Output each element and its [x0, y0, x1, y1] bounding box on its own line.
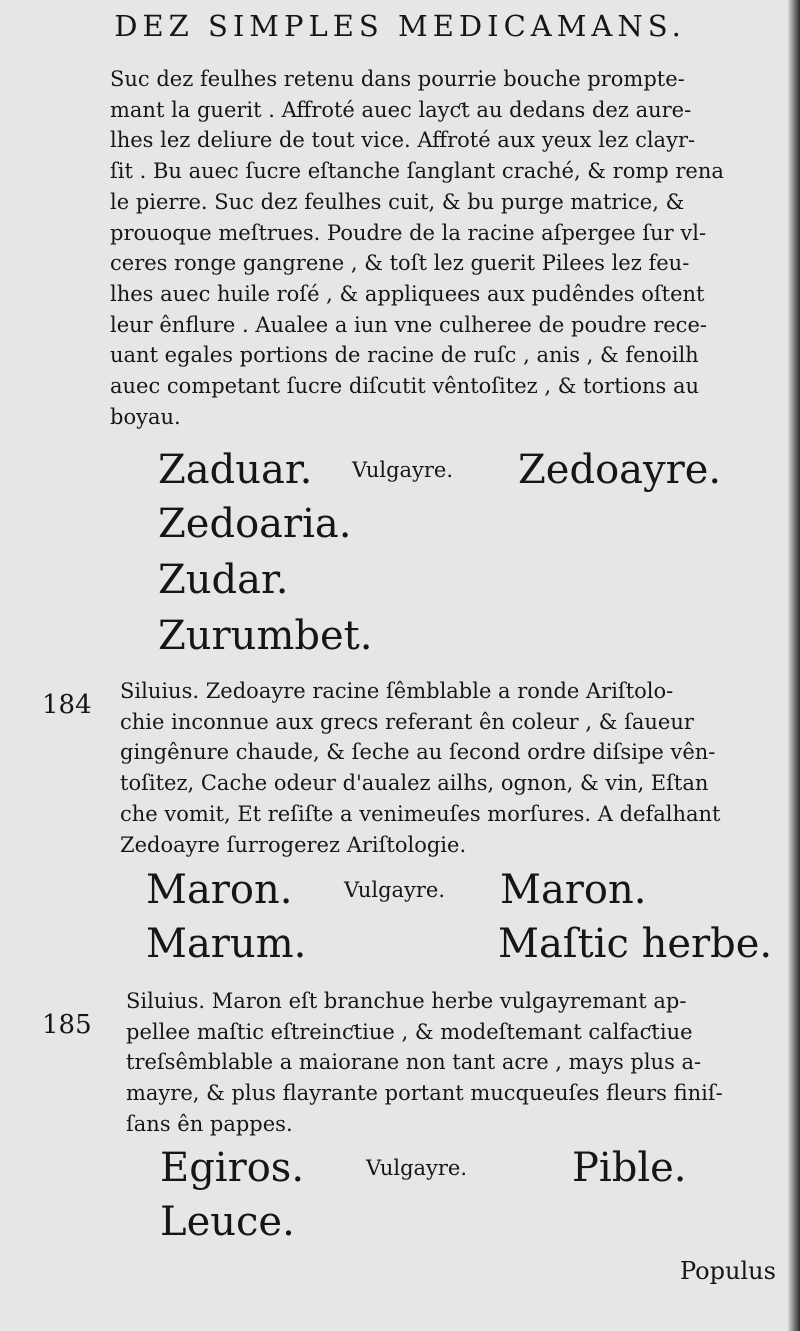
text-line: ſans ên pappes.	[126, 1111, 293, 1136]
name-row	[0, 552, 800, 608]
text-line: pellee maſtic eſtreinƈtiue , & modeſtemant calfaƈtiue	[126, 1019, 693, 1044]
vulgar-name: Zedoayre.	[518, 447, 722, 493]
vulgayre-label: Vulgayre.	[366, 1156, 468, 1180]
vulgar-name: Maron.	[500, 867, 647, 913]
paragraph-section-185	[126, 986, 784, 1140]
text-line: gingênure chaude, & ſeche au ſecond ordre diſsipe vên-	[120, 740, 716, 765]
running-head: DEZ SIMPLES MEDICAMANS.	[114, 9, 686, 43]
paragraph-suc-dez-feulhes	[110, 64, 782, 432]
section-number: 185	[42, 1010, 92, 1040]
text-line: le pierre. Suc dez feulhes cuit, & bu purge matrice, &	[110, 189, 685, 214]
text-line: Siluius. Zedoayre racine ſêmblable a ronde Ariſtolo-	[120, 679, 674, 703]
text-line: Zedoayre ſurrogerez Ariſtologie.	[120, 832, 467, 857]
text-line: leur ênflure . Aualee a iun vne culheree de poudre rece-	[110, 312, 707, 337]
page-edge-shadow	[788, 0, 800, 1331]
name-row	[0, 1140, 800, 1196]
catchword: Populus	[680, 1257, 776, 1285]
text-line: treſsêmblable a maiorane non tant acre , mays plus a-	[126, 1050, 702, 1075]
paragraph-section-184	[120, 676, 784, 860]
text-line: prouoque meſtrues. Poudre de la racine aſpergee ſur vl-	[110, 220, 707, 245]
name-row	[0, 442, 800, 498]
name-row	[0, 916, 800, 972]
text-line: mant la guerit . Affroté auec layƈt au dedans dez aure-	[110, 97, 692, 122]
text-line: Siluius. Maron eſt branchue herbe vulgayremant ap-	[126, 989, 687, 1013]
text-line: boyau.	[110, 404, 181, 429]
text-line: lhes auec huile roſé , & appliquees aux pudêndes oſtent	[110, 281, 705, 306]
text-line: auec competant ſucre diſcutit vêntoſitez , & tortions au	[110, 374, 700, 399]
text-line: toſitez, Cache odeur d'aualez ailhs, ognon, & vin, Eſtan	[120, 771, 709, 796]
name-row	[0, 1194, 800, 1250]
plant-name: Leuce.	[160, 1199, 295, 1245]
text-line: Suc dez feulhes retenu dans pourrie bouche prompte-	[110, 67, 685, 91]
vulgar-name: Pible.	[572, 1145, 687, 1191]
name-row	[0, 608, 800, 664]
text-line: ſit . Bu auec ſucre eſtanche ſanglant craché, & romp rena	[110, 159, 724, 184]
text-line: chie inconnue aux grecs referant ên coleur , & ſaueur	[120, 709, 694, 734]
plant-name: Zaduar.	[158, 447, 313, 493]
plant-name: Zurumbet.	[158, 613, 373, 659]
text-line: che vomit, Et reſiſte a venimeuſes morſures. A defalhant	[120, 801, 721, 826]
vulgar-name: Maſtic herbe.	[498, 921, 773, 967]
vulgayre-label: Vulgayre.	[344, 878, 446, 902]
text-line: lhes lez deliure de tout vice. Affroté aux yeux lez clayr-	[110, 128, 696, 153]
name-row	[0, 496, 800, 552]
text-line: mayre, & plus flayrante portant mucqueuſes fleurs finiſ-	[126, 1081, 723, 1106]
plant-name: Egiros.	[160, 1145, 305, 1191]
plant-name: Maron.	[146, 867, 293, 913]
text-line: uant egales portions de racine de ruſc , anis , & fenoilh	[110, 343, 699, 368]
plant-name: Zedoaria.	[158, 501, 352, 547]
section-number: 184	[42, 690, 92, 720]
name-row	[0, 862, 800, 918]
plant-name: Marum.	[146, 921, 307, 967]
text-line: ceres ronge gangrene , & toſt lez guerit Pilees lez feu-	[110, 251, 690, 276]
vulgayre-label: Vulgayre.	[352, 458, 454, 482]
plant-name: Zudar.	[158, 557, 289, 603]
